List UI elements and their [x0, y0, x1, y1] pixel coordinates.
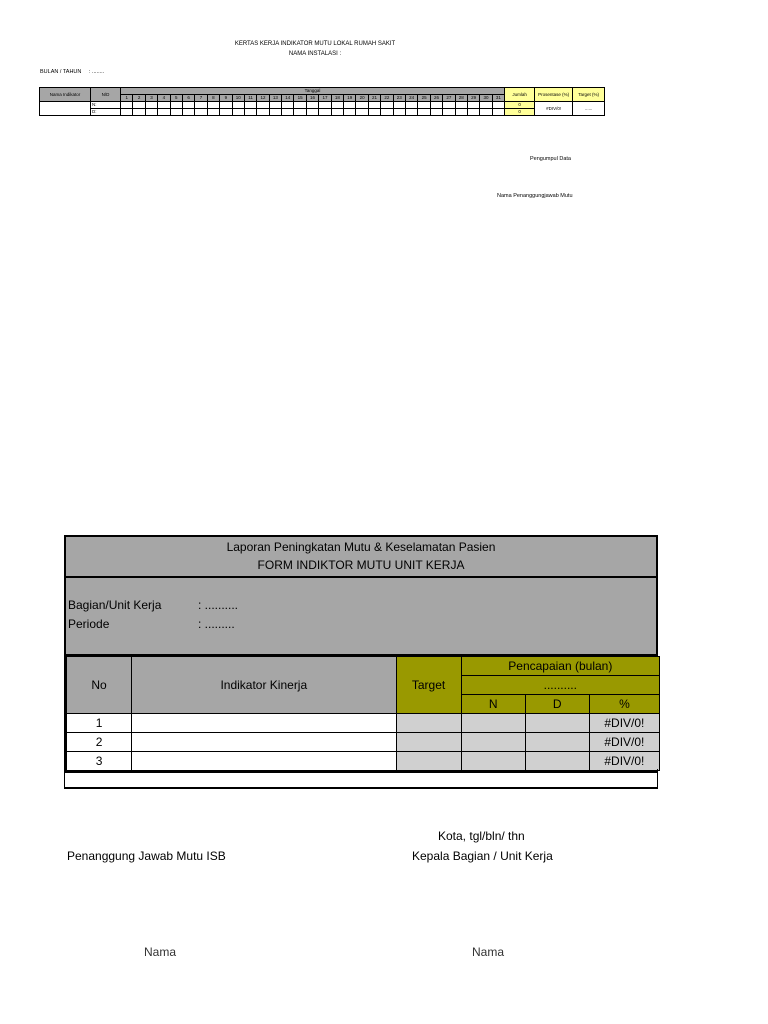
day-header: 25 — [418, 95, 430, 102]
day-value-cell[interactable] — [480, 102, 492, 109]
sheet-row-n — [40, 102, 605, 109]
day-value-cell[interactable] — [455, 109, 467, 116]
row-percent: #DIV/0! — [589, 733, 659, 752]
day-header: 3 — [145, 95, 157, 102]
prosentase-value: #DIV/0! — [535, 102, 573, 116]
day-value-cell[interactable] — [244, 102, 256, 109]
day-value-cell[interactable] — [430, 109, 442, 116]
day-header: 8 — [207, 95, 219, 102]
day-value-cell[interactable] — [331, 109, 343, 116]
table-row — [67, 752, 660, 771]
penanggung-jawab-label: Penanggung Jawab Mutu ISB — [67, 849, 226, 863]
day-header: 11 — [244, 95, 256, 102]
day-value-cell[interactable] — [195, 109, 207, 116]
col-no: No — [67, 657, 132, 714]
day-value-cell[interactable] — [182, 102, 194, 109]
indikator-kinerja-table — [66, 656, 660, 771]
day-value-cell[interactable] — [331, 102, 343, 109]
day-value-cell[interactable] — [282, 109, 294, 116]
day-value-cell[interactable] — [492, 102, 504, 109]
day-header: 9 — [220, 95, 232, 102]
row-d[interactable] — [525, 733, 589, 752]
row-indikator[interactable] — [132, 714, 396, 733]
day-value-cell[interactable] — [121, 102, 133, 109]
kepala-bagian-label: Kepala Bagian / Unit Kerja — [412, 849, 553, 863]
day-value-cell[interactable] — [480, 109, 492, 116]
day-value-cell[interactable] — [418, 109, 430, 116]
day-value-cell[interactable] — [133, 109, 145, 116]
day-value-cell[interactable] — [257, 102, 269, 109]
day-header: 27 — [443, 95, 455, 102]
form-info-box — [66, 578, 656, 656]
row-percent: #DIV/0! — [589, 714, 659, 733]
day-header: 18 — [331, 95, 343, 102]
col-nama-indikator: Nama Indikator — [40, 88, 91, 102]
col-bulan: .......... — [461, 676, 659, 695]
day-value-cell[interactable] — [306, 109, 318, 116]
indikator-worksheet-table — [39, 87, 605, 116]
day-header: 24 — [405, 95, 417, 102]
day-value-cell[interactable] — [306, 102, 318, 109]
day-header: 17 — [319, 95, 331, 102]
col-target: Target (%) — [573, 88, 605, 102]
day-value-cell[interactable] — [356, 109, 368, 116]
col-prosentase: Prosentase (%) — [535, 88, 573, 102]
row-percent: #DIV/0! — [589, 752, 659, 771]
row-no: 1 — [67, 714, 132, 733]
kota-tanggal: Kota, tgl/bln/ thn — [438, 829, 525, 843]
day-value-cell[interactable] — [393, 102, 405, 109]
day-value-cell[interactable] — [356, 102, 368, 109]
day-value-cell[interactable] — [244, 109, 256, 116]
day-value-cell[interactable] — [269, 109, 281, 116]
day-value-cell[interactable] — [319, 109, 331, 116]
day-value-cell[interactable] — [170, 102, 182, 109]
sheet-row-d — [40, 109, 605, 116]
day-header: 26 — [430, 95, 442, 102]
nama-indikator-cell[interactable] — [40, 102, 91, 116]
day-header: 12 — [257, 95, 269, 102]
form-bottom-line — [64, 787, 658, 789]
day-value-cell[interactable] — [344, 102, 356, 109]
day-value-cell[interactable] — [257, 109, 269, 116]
day-value-cell[interactable] — [207, 102, 219, 109]
day-value-cell[interactable] — [133, 102, 145, 109]
day-value-cell[interactable] — [145, 102, 157, 109]
form-indikator-mutu — [64, 535, 658, 773]
day-value-cell[interactable] — [381, 109, 393, 116]
day-value-cell[interactable] — [232, 102, 244, 109]
sheet-header-row — [40, 88, 605, 95]
day-value-cell[interactable] — [381, 102, 393, 109]
day-header: 5 — [170, 95, 182, 102]
bulan-tahun — [40, 69, 104, 75]
day-value-cell[interactable] — [294, 102, 306, 109]
day-value-cell[interactable] — [443, 102, 455, 109]
day-header: 20 — [356, 95, 368, 102]
sheet-subtitle: NAMA INSTALASI : — [288, 51, 342, 57]
day-value-cell[interactable] — [492, 109, 504, 116]
day-value-cell[interactable] — [145, 109, 157, 116]
day-value-cell[interactable] — [393, 109, 405, 116]
col-percent: % — [589, 695, 659, 714]
day-value-cell[interactable] — [294, 109, 306, 116]
bulan-label: BULAN / TAHUN — [40, 69, 82, 75]
day-header: 7 — [195, 95, 207, 102]
day-value-cell[interactable] — [121, 109, 133, 116]
day-value-cell[interactable] — [220, 109, 232, 116]
day-header: 4 — [158, 95, 170, 102]
col-pencapaian: Pencapaian (bulan) — [461, 657, 659, 676]
day-value-cell[interactable] — [418, 102, 430, 109]
row-indikator[interactable] — [132, 752, 396, 771]
day-header: 28 — [455, 95, 467, 102]
form-subtitle: FORM INDIKTOR MUTU UNIT KERJA — [257, 558, 465, 572]
day-header: 29 — [467, 95, 479, 102]
jumlah-d: 0 — [505, 109, 535, 116]
form-title-box — [66, 537, 656, 578]
form-box — [64, 535, 658, 773]
day-value-cell[interactable] — [158, 102, 170, 109]
day-header: 31 — [492, 95, 504, 102]
col-target: Target — [396, 657, 461, 714]
day-value-cell[interactable] — [319, 102, 331, 109]
row-n-label: N: — [91, 102, 121, 109]
day-header: 23 — [393, 95, 405, 102]
day-value-cell[interactable] — [170, 109, 182, 116]
col-d: D — [525, 695, 589, 714]
form-title: Laporan Peningkatan Mutu & Keselamatan Pasien — [226, 540, 496, 554]
row-no: 2 — [67, 733, 132, 752]
day-header: 30 — [480, 95, 492, 102]
bagian-value[interactable]: : .......... — [198, 598, 239, 612]
day-value-cell[interactable] — [455, 102, 467, 109]
day-value-cell[interactable] — [467, 102, 479, 109]
day-value-cell[interactable] — [282, 102, 294, 109]
col-n: N — [461, 695, 525, 714]
periode-value[interactable]: : ......... — [198, 617, 235, 631]
nama-left: Nama — [144, 945, 177, 959]
bulan-value: : ........ — [88, 69, 105, 75]
day-header: 19 — [344, 95, 356, 102]
row-n[interactable] — [461, 714, 525, 733]
row-n[interactable] — [461, 733, 525, 752]
col-tanggal: Tanggal — [121, 88, 505, 95]
row-target[interactable] — [396, 733, 461, 752]
jumlah-n: 0 — [505, 102, 535, 109]
day-header: 21 — [368, 95, 380, 102]
sheet-title: KERTAS KERJA INDIKATOR MUTU LOKAL RUMAH SAKIT — [234, 41, 396, 47]
row-d[interactable] — [525, 752, 589, 771]
day-value-cell[interactable] — [269, 102, 281, 109]
day-value-cell[interactable] — [467, 109, 479, 116]
day-value-cell[interactable] — [220, 102, 232, 109]
row-indikator[interactable] — [132, 733, 396, 752]
col-jumlah: Jumlah — [505, 88, 535, 102]
col-nd: N/D — [91, 88, 121, 102]
col-indikator-kinerja: Indikator Kinerja — [132, 657, 396, 714]
table-row — [67, 733, 660, 752]
day-value-cell[interactable] — [443, 109, 455, 116]
row-d[interactable] — [525, 714, 589, 733]
row-d-label: D: — [91, 109, 121, 116]
periode-label: Periode — [68, 617, 110, 631]
day-header: 2 — [133, 95, 145, 102]
day-value-cell[interactable] — [182, 109, 194, 116]
row-target[interactable] — [396, 714, 461, 733]
day-header: 6 — [182, 95, 194, 102]
day-header: 10 — [232, 95, 244, 102]
day-value-cell[interactable] — [232, 109, 244, 116]
day-value-cell[interactable] — [344, 109, 356, 116]
row-target[interactable] — [396, 752, 461, 771]
table-row — [67, 714, 660, 733]
pengumpul-data-label: Pengumpul Data — [530, 156, 571, 162]
day-header: 1 — [121, 95, 133, 102]
nama-right: Nama — [472, 945, 505, 959]
row-no: 3 — [67, 752, 132, 771]
day-value-cell[interactable] — [405, 109, 417, 116]
day-value-cell[interactable] — [207, 109, 219, 116]
bagian-label: Bagian/Unit Kerja — [68, 598, 162, 612]
target-value: ...... — [573, 102, 605, 116]
form-footer-gap — [64, 769, 658, 787]
penanggungjawab-mutu-label: Nama Penanggungjawab Mutu — [497, 193, 573, 199]
day-header: 22 — [381, 95, 393, 102]
day-header: 14 — [282, 95, 294, 102]
day-header: 16 — [306, 95, 318, 102]
day-header: 15 — [294, 95, 306, 102]
day-header: 13 — [269, 95, 281, 102]
day-value-cell[interactable] — [158, 109, 170, 116]
day-value-cell[interactable] — [405, 102, 417, 109]
day-value-cell[interactable] — [195, 102, 207, 109]
day-value-cell[interactable] — [368, 109, 380, 116]
day-value-cell[interactable] — [430, 102, 442, 109]
row-n[interactable] — [461, 752, 525, 771]
day-value-cell[interactable] — [368, 102, 380, 109]
